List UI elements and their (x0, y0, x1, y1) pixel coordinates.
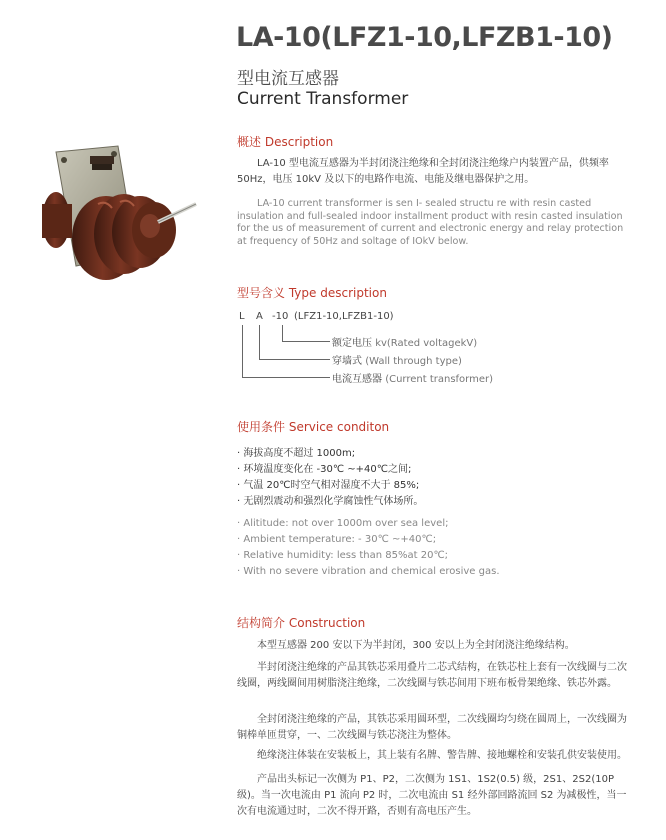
type-heading-en: Type description (288, 286, 387, 300)
construction-paragraph: 本型互感器 200 安以下为半封闭，300 安以上为全封闭浇注绝缘结构。 (257, 640, 575, 651)
service-heading-en: Service conditon (288, 420, 390, 434)
service-item-cn: · 海拔高度不超过 1000m; (237, 448, 356, 459)
subtitle-english: Current Transformer (237, 89, 409, 109)
service-item-cn: · 气温 20℃时空气相对湿度不大于 85%; (237, 480, 420, 491)
type-heading-cn: 型号含义 (237, 286, 286, 300)
service-heading (237, 418, 389, 435)
construction-heading (237, 614, 365, 631)
type-code-voltage: -10 (272, 311, 289, 322)
bracket-line (282, 325, 283, 342)
description-text-cn: LA-10 型电流互感器为半封闭浇注绝缘和全封闭浇注绝缘户内装置产品，供频率50Hz，电压 10kV 及以下的电路作电流、电能及继电器保护之用。 (237, 158, 609, 185)
type-code-a: A (256, 311, 263, 322)
construction-paragraph: 绝缘浇注体装在安装板上，其上装有名牌、警告牌、接地螺栓和安装孔供安装使用。 (257, 750, 627, 761)
type-label-wall-through: 穿墙式 (Wall through type) (332, 356, 462, 367)
construction-heading-cn: 结构简介 (237, 616, 286, 630)
description-text-en: LA-10 current transformer is sen I- sealed structu re with resin casted insulation and full-sealed indoor installment product with resin casted insulation for the us of measurement of current and electronic energy and relay protection at frequency of 50Hz and soltage of IOkV below. (237, 198, 624, 247)
description-heading (237, 133, 333, 150)
service-item-en: · Alititude: not over 1000m over sea level; (237, 518, 449, 529)
construction-paragraph: 产品出头标记一次侧为 P1、P2，二次侧为 1S1、1S2(0.5) 级，2S1、2S2(10P 级)。当一次电流由 P1 流向 P2 时，二次电流由 S1 经外部回路流回 S2 为减极性，当一次有电流通过时，二次不得开路，否则有高电压产生。 (237, 774, 627, 817)
construction-heading-en: Construction (288, 616, 366, 630)
bracket-line (242, 377, 330, 378)
type-code-l: L (239, 311, 245, 322)
type-label-transformer: 电流互感器 (Current transformer) (332, 374, 494, 385)
type-code-models: (LFZ1-10,LFZB1-10) (294, 311, 394, 322)
subtitle-chinese: 型电流互感器 (237, 69, 339, 89)
page-title: LA-10(LFZ1-10,LFZB1-10) (236, 22, 613, 53)
construction-paragraph: 全封闭浇注绝缘的产品，其铁芯采用圆环型，二次线圈均匀绕在圆周上，一次线圈为铜棒单匝贯穿，一、二次线圈与铁芯浇注为整体。 (237, 714, 627, 741)
bracket-line (282, 341, 330, 342)
service-heading-cn: 使用条件 (237, 420, 286, 434)
service-item-en: · Ambient temperature: - 30℃ ~+40℃; (237, 534, 437, 545)
type-description-heading (237, 284, 387, 301)
current-transformer-image (28, 142, 228, 302)
service-item-cn: · 环境温度变化在 -30℃ ~+40℃之间; (237, 464, 412, 475)
construction-paragraph: 半封闭浇注绝缘的产品其铁芯采用叠片二芯式结构，在铁芯柱上套有一次线圈与二次线圈，两线圈间用树脂浇注绝缘，二次线圈与铁芯间用下班布板骨架绝缘、铁芯外露。 (237, 662, 627, 689)
bracket-line (259, 359, 330, 360)
service-item-cn: · 无剧烈震动和强烈化学腐蚀性气体场所。 (237, 496, 424, 507)
description-heading-en: Description (264, 135, 334, 149)
description-heading-cn: 概述 (237, 135, 262, 149)
bracket-line (259, 325, 260, 360)
bracket-line (242, 325, 243, 378)
service-item-en: · With no severe vibration and chemical erosive gas. (237, 566, 500, 577)
type-label-voltage: 额定电压 kv(Rated voltagekV) (332, 338, 478, 349)
service-item-en: · Relative humidity: less than 85%at 20℃; (237, 550, 449, 561)
